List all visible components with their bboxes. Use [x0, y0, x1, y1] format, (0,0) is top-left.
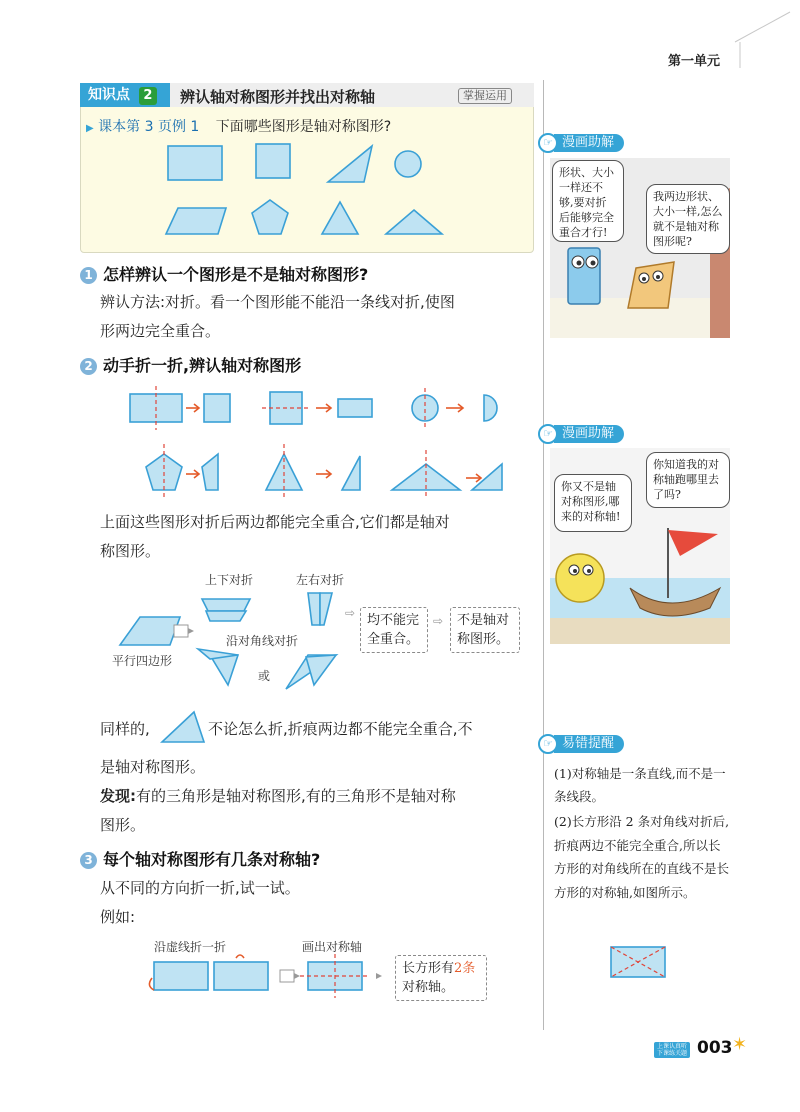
s1-line2: 形两边完全重合。	[100, 322, 221, 340]
section-1-heading	[80, 262, 368, 285]
s3-line1: 从不同的方向折一折,试一试。	[100, 879, 300, 897]
finding-text: 有的三角形是轴对称图形,有的三角形不是轴对称	[136, 787, 456, 805]
parallelogram-folds	[110, 585, 360, 695]
arrow-icon-2: ⇨	[433, 614, 444, 628]
star-icon: ✶	[732, 1034, 748, 1055]
error-tag-label: 易错提醒	[554, 735, 624, 753]
s2-conclusion-2: 称图形。	[100, 542, 161, 560]
comic-1-bubble-2: 我两边形状、大小一样,怎么就不是轴对称图形呢?	[646, 184, 730, 254]
section-2-number: 2	[80, 358, 97, 375]
section-3-heading	[80, 847, 320, 870]
kp-label-text: 知识点	[88, 87, 130, 103]
box-not-symmetric: 不是轴对称图形。	[450, 607, 520, 653]
box-two-axes-b: 对称轴。	[402, 980, 455, 995]
unit-label: 第一单元	[668, 54, 721, 69]
error-tag	[538, 734, 624, 754]
shape-triangle-scalene	[328, 146, 372, 182]
hand-icon-3: ☞	[538, 734, 558, 754]
example-question: 下面哪些图形是轴对称图形?	[215, 119, 392, 135]
error-item-2: (2)长方形沿 2 条对角线对折后,折痕两边不能完全重合,所以长方形的对角线所在的直线不是长方形的对称轴,如图所示。	[554, 814, 730, 900]
fold-label: 沿虚线折一折	[154, 940, 227, 954]
hand-icon-2: ☞	[538, 424, 558, 444]
parallelogram-label: 平行四边形	[112, 654, 173, 668]
arrow-icon-1: ⇨	[345, 606, 356, 620]
comic-tag-1-label: 漫画助解	[554, 134, 624, 152]
shape-rectangle	[168, 146, 222, 180]
brand-badge	[654, 1042, 690, 1058]
brand-line-1: 上课认真听	[657, 1043, 688, 1050]
section-3-title: 每个轴对称图形有几条对称轴?	[103, 850, 321, 869]
fold-left-right-label: 左右对折	[296, 573, 345, 587]
same-a: 同样的,	[100, 720, 150, 738]
comic-2-bubble-1: 你又不是轴对称图形,哪来的对称轴!	[554, 474, 632, 532]
section-1-title: 怎样辨认一个图形是不是轴对称图形?	[103, 265, 369, 284]
error-item-1: (1)对称轴是一条直线,而不是一条线段。	[554, 766, 726, 804]
inline-triangle	[160, 710, 208, 746]
comic-tag-1	[538, 133, 624, 153]
comic-tag-2-label: 漫画助解	[554, 425, 624, 443]
or-label: 或	[258, 669, 271, 683]
box-cannot-overlap: 均不能完全重合。	[360, 607, 428, 653]
comic-tag-2	[538, 424, 624, 444]
section-3-number: 3	[80, 852, 97, 869]
triangle-bullet-icon: ▶	[86, 123, 94, 134]
example-shapes	[160, 140, 460, 244]
s2-conclusion-1: 上面这些图形对折后两边都能完全重合,它们都是轴对	[100, 513, 450, 531]
finding-label: 发现:	[100, 787, 136, 805]
s3-line2: 例如:	[100, 908, 136, 926]
comic-2-panel	[550, 448, 730, 644]
same-b: 不论怎么折,折痕两边都不能完全重合,不	[208, 720, 473, 738]
finding-line	[100, 784, 456, 808]
same-c: 是轴对称图形。	[100, 758, 206, 776]
fold-up-down-label: 上下对折	[205, 573, 254, 587]
kp-tag: 掌握运用	[458, 88, 512, 104]
comic-1-panel	[550, 158, 730, 338]
brand-line-2: 下课练关题	[657, 1050, 688, 1057]
hand-icon: ☞	[538, 133, 558, 153]
shape-triangle-wide	[386, 210, 442, 234]
knowledge-point-label	[80, 83, 170, 107]
draw-axis-label: 画出对称轴	[302, 940, 363, 954]
box-two-axes-num: 2条	[454, 961, 476, 976]
shape-parallelogram	[166, 208, 226, 234]
page-number: 003	[697, 1038, 733, 1058]
example-ref: 课本第 3 页例 1	[98, 119, 200, 135]
column-divider	[543, 80, 544, 1030]
section-2-heading	[80, 353, 301, 376]
kp-title: 辨认轴对称图形并找出对称轴	[180, 88, 376, 106]
diagonal-rectangle-diagram	[608, 944, 668, 980]
section-1-number: 1	[80, 267, 97, 284]
shape-pentagon	[252, 200, 288, 234]
fold-diagonal-label: 沿对角线对折	[226, 634, 299, 648]
box-two-axes	[395, 955, 487, 1001]
section-2-title: 动手折一折,辨认轴对称图形	[103, 356, 302, 375]
comic-2-bubble-2: 你知道我的对称轴跑哪里去了吗?	[646, 452, 730, 508]
folding-diagrams	[120, 384, 520, 502]
box-two-axes-a: 长方形有	[402, 961, 455, 976]
shape-triangle-isosceles	[322, 202, 358, 234]
kp-number: 2	[139, 87, 157, 105]
s1-line1: 辨认方法:对折。看一个图形能不能沿一条线对折,使图	[100, 293, 455, 311]
finding-c: 图形。	[100, 816, 146, 834]
rectangle-axes-diagram	[140, 948, 390, 1002]
shape-square	[256, 144, 290, 178]
comic-1-bubble-1: 形状、大小一样还不够,要对折后能够完全重合才行!	[552, 160, 624, 242]
example-line	[86, 116, 391, 136]
shape-circle	[395, 151, 421, 177]
